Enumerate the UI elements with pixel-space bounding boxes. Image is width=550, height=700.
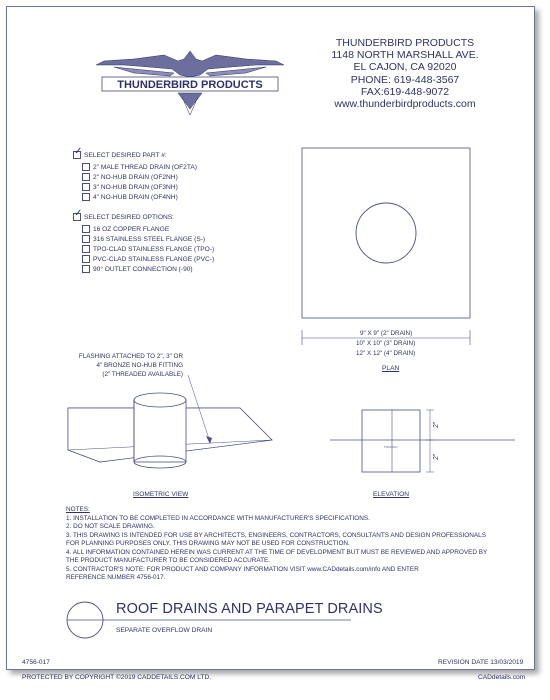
option-selection-checkbox[interactable]	[73, 213, 81, 221]
company-info	[310, 37, 500, 110]
company-city: EL CAJON, CA 92020	[353, 61, 457, 74]
option-selection	[73, 212, 214, 274]
company-website[interactable]: www.thunderbirdproducts.com	[334, 98, 476, 111]
caddetails-link[interactable]: CADdetails.com	[478, 674, 526, 681]
checkbox[interactable]	[82, 183, 90, 191]
reference-number: 4756-017	[22, 659, 50, 666]
checkbox[interactable]	[82, 255, 90, 263]
note-line: 1. INSTALLATION TO BE COMPLETED IN ACCORDANCE WITH MANUFACTURER'S SPECIFICATIONS.	[66, 514, 370, 522]
elevation-drain-body	[362, 410, 420, 472]
note-line: 4. ALL INFORMATION CONTAINED HEREIN WAS CURRENT AT THE TIME OF DEVELOPMENT BUT MUST BE REVIEWED AND APPROVED BY	[66, 548, 488, 556]
copyright-text: PROTECTED BY COPYRIGHT ©2019 CADDETAILS.COM LTD.	[22, 674, 212, 681]
plan-drain-circle	[356, 203, 416, 263]
checkbox[interactable]	[82, 235, 90, 243]
checkbox[interactable]	[82, 163, 90, 171]
option-item[interactable]: 90° OUTLET CONNECTION (-90)	[82, 264, 214, 274]
plan-dimension-2: 10" X 10" (3" DRAIN)	[356, 340, 416, 347]
part-option[interactable]: 3" NO-HUB DRAIN (OF3NH)	[82, 182, 197, 192]
isometric-label: ISOMETRIC VIEW	[133, 491, 189, 498]
isometric-pipe	[134, 400, 186, 462]
elevation-dim-bottom: 2"	[433, 453, 440, 460]
option-item[interactable]: 16 OZ COPPER FLANGE	[82, 224, 214, 234]
option-item[interactable]: PVC-CLAD STAINLESS FLANGE (PVC-)	[82, 254, 214, 264]
isometric-callout: FLASHING ATTACHED TO 2", 3" OR 4" BRONZE NO-HUB FITTING (2" THREADED AVAILABLE)	[78, 353, 183, 378]
option-selection-header: ✓ SELECT DESIRED OPTIONS:	[73, 212, 214, 222]
revision-date: REVISION DATE 13/03/2019	[438, 659, 524, 666]
checkbox[interactable]	[82, 245, 90, 253]
plan-label: PLAN	[382, 365, 400, 372]
part-selection-checkbox[interactable]	[73, 151, 81, 159]
plan-dimension-1: 9" X 9" (2" DRAIN)	[360, 330, 413, 337]
company-phone: PHONE: 619-448-3567	[350, 73, 460, 86]
notes	[66, 506, 506, 583]
note-line: REFERENCE NUMBER 4756-017.	[66, 574, 166, 581]
plan-dimension-3: 12" X 12" (4" DRAIN)	[356, 350, 416, 357]
note-line: 5. CONTRACTOR'S NOTE: FOR PRODUCT AND COMPANY INFORMATION VISIT www.CADdetails.com/info AND ENTER	[66, 565, 419, 573]
note-line: 3. THIS DRAWING IS INTENDED FOR USE BY ARCHITECTS, ENGINEERS, CONTRACTORS, CONSULTANTS AND DESIGN PROFESSIONALS	[66, 531, 486, 539]
elevation-view	[330, 400, 520, 490]
part-option[interactable]: 2" MALE THREAD DRAIN (OF2TA)	[82, 162, 197, 172]
thunderbird-logo	[94, 49, 286, 119]
company-address: 1148 NORTH MARSHALL AVE.	[331, 49, 479, 62]
option-item[interactable]: TPO-CLAD STAINLESS FLANGE (TPO-)	[82, 244, 214, 254]
checkbox[interactable]	[82, 173, 90, 181]
option-item[interactable]: 316 STAINLESS STEEL FLANGE (S-)	[82, 234, 214, 244]
part-option[interactable]: 4" NO-HUB DRAIN (OF4NH)	[82, 192, 197, 202]
part-selection-header: ✓ SELECT DESIRED PART #:	[73, 150, 197, 160]
note-line: THE PRODUCT MANUFACTURER TO BE CONSIDERED ACCURATE.	[66, 557, 271, 564]
plan-flashing-outline	[302, 148, 470, 318]
isometric-view	[60, 370, 280, 480]
company-name: THUNDERBIRD PRODUCTS	[335, 37, 475, 49]
note-line: 2. DO NOT SCALE DRAWING.	[66, 523, 155, 530]
svg-text:TOOOOO: TOOOOO	[384, 445, 398, 449]
drawing-subtitle: SEPARATE OVERFLOW DRAIN	[116, 627, 213, 634]
elevation-label: ELEVATION	[373, 491, 410, 498]
checkbox[interactable]	[82, 193, 90, 201]
part-selection	[73, 150, 197, 202]
logo-text: THUNDERBIRD PRODUCTS	[117, 79, 263, 91]
checkbox[interactable]	[82, 225, 90, 233]
drawing-title: ROOF DRAINS AND PARAPET DRAINS	[116, 601, 383, 617]
note-line: FOR PLANNING PURPOSES ONLY. THIS DRAWING MAY NOT BE USED FOR CONSTRUCTION.	[66, 540, 350, 547]
checkbox[interactable]	[82, 265, 90, 273]
elevation-dim-top: 2"	[433, 421, 440, 428]
company-fax: FAX:619-448-9072	[360, 85, 450, 98]
part-option[interactable]: 2" NO-HUB DRAIN (OF2NH)	[82, 172, 197, 182]
notes-header: NOTES:	[66, 506, 90, 513]
